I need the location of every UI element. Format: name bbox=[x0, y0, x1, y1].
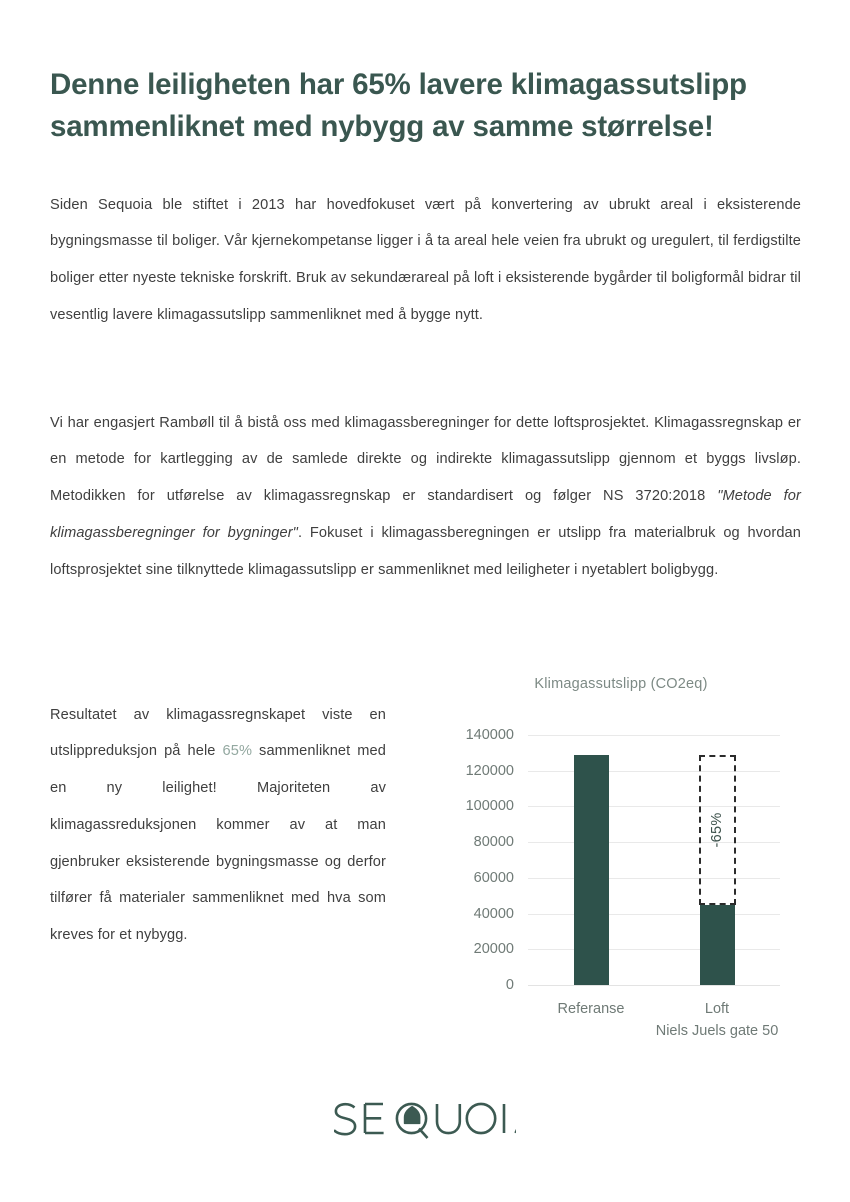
y-axis-tick-label: 80000 bbox=[473, 834, 514, 851]
chart-gridline bbox=[528, 914, 780, 915]
x-axis-tick-label: Loft Niels Juels gate 50 bbox=[656, 999, 779, 1043]
chart-gridline bbox=[528, 949, 780, 950]
methodology-text-before: Vi har engasjert Rambøll til å bistå oss med klimagassberegninger for dette loftsprosjektet. Klimagassregnskap er en metode for kartlegging av de samlede direkte og indirekte klimagassutslipp gjennom et byggs livsløp. Metodikken for utførelse av klimagassregnskap er standardisert og følger NS 3720:2018 bbox=[50, 414, 801, 505]
methodology-text-after: . Fokuset i klimagassberegningen er utslipp fra materialbruk og hvordan loftsprosjektet sine tilknyttede klimagassutslipp er sammenliknet med leiligheter i nyetablert boligbygg. bbox=[50, 524, 801, 578]
y-axis-tick-label: 0 bbox=[505, 977, 514, 993]
result-accent-value: 65% bbox=[222, 743, 253, 760]
chart-gridline bbox=[528, 842, 780, 843]
chart-bar bbox=[700, 905, 735, 985]
chart-gridline bbox=[528, 878, 780, 879]
chart-gridline bbox=[528, 771, 780, 772]
standard-quote: "Metode for klimagassberegninger for bygninger" bbox=[50, 488, 801, 541]
chart-gridline bbox=[528, 735, 780, 736]
methodology-paragraph bbox=[50, 405, 801, 589]
y-axis-tick-label: 100000 bbox=[465, 798, 514, 815]
y-axis-tick-label: 120000 bbox=[465, 762, 514, 779]
y-axis-tick-label: 60000 bbox=[473, 869, 514, 886]
sequoia-logo-mark bbox=[334, 1095, 516, 1149]
y-axis-tick-label: 140000 bbox=[465, 727, 514, 743]
result-paragraph bbox=[50, 697, 386, 954]
chart-gridline bbox=[528, 806, 780, 807]
page-title: Denne leiligheten har 65% lavere klimagassutslipp sammenliknet med nybygg av samme størrelse! bbox=[50, 67, 747, 143]
x-axis-sublabel: Niels Juels gate 50 bbox=[655, 1022, 779, 1039]
result-text-after: sammenliknet med en ny leilighet! Majoriteten av klimagassreduksjonen kommer av at man gjenbruker eksisterende bygningsmasse og derfor tilfører få materialer sammenliknet med hva som kreves for et nybygg. bbox=[50, 743, 386, 944]
result-text-before: Resultatet av klimagassregnskapet viste en utslippreduksjon på hele bbox=[50, 706, 386, 760]
emissions-bar-chart bbox=[430, 668, 812, 1046]
reduction-annotation-box bbox=[699, 755, 736, 905]
x-axis-tick-label: Referanse bbox=[557, 1001, 625, 1017]
reduction-annotation-label: -65% bbox=[709, 812, 725, 848]
chart-bar bbox=[574, 755, 609, 985]
leaf-icon bbox=[405, 1107, 420, 1124]
intro-paragraph: Siden Sequoia ble stiftet i 2013 har hovedfokuset vært på konvertering av ubrukt areal i eksisterende bygningsmasse til boliger. Vår kjernekompetanse ligger i å ta areal hele veien fra ubrukt og uregulert, til ferdigstilte boliger etter nyeste tekniske forskrift. Bruk av sekundærareal på loft i eksisterende bygårder til boligformål bidrar til vesentlig lavere klimagassutslipp sammenliknet med å bygge nytt. bbox=[50, 196, 801, 323]
sequoia-logo bbox=[0, 1095, 850, 1149]
y-axis-tick-label: 40000 bbox=[473, 905, 514, 922]
y-axis-tick-label: 20000 bbox=[473, 941, 514, 958]
chart-plot-area bbox=[465, 727, 780, 1039]
chart-gridline bbox=[528, 985, 780, 986]
chart-title: Klimagassutslipp (CO2eq) bbox=[534, 676, 708, 692]
